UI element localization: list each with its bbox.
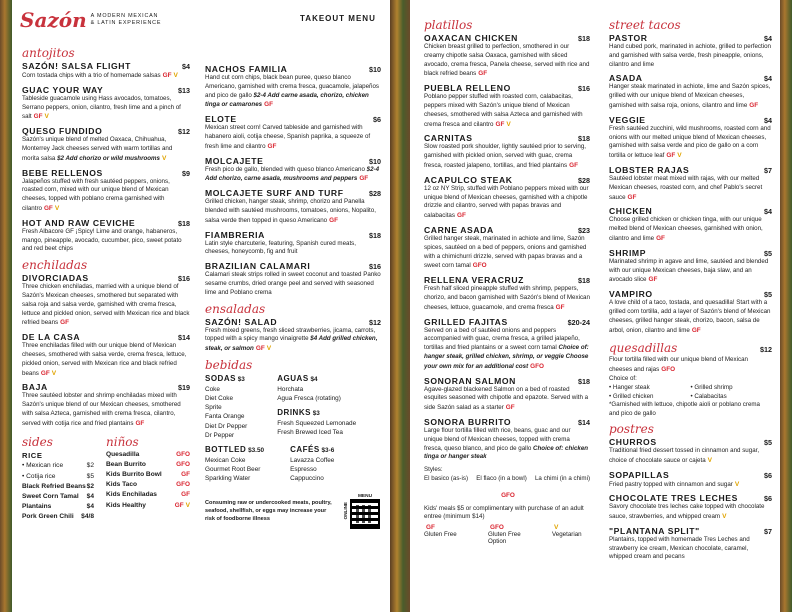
- diet-tag: GFO: [490, 524, 504, 532]
- menu-item: [205, 230, 381, 258]
- diet-tag: GF: [174, 501, 184, 509]
- section-heading-antojitos: antojitos: [22, 46, 75, 60]
- list-item: Mexican Coke: [205, 456, 246, 464]
- item-name: MOLCAJETE: [205, 155, 264, 166]
- diet-tag: GF: [33, 113, 43, 121]
- diet-tag: V: [734, 480, 740, 488]
- item-price: $4: [764, 207, 772, 217]
- item-name: BRAZILIAN CALAMARI: [205, 261, 311, 272]
- list-item: • Calabacitas: [690, 392, 727, 400]
- item-name: NACHOS FAMILIA: [205, 64, 288, 74]
- item-addon: $4 Add grilled chicken, steak, or salmon: [205, 335, 378, 353]
- column-antojitos: [22, 44, 190, 523]
- decor-left-edge: [0, 0, 12, 612]
- item-name: QUESO FUNDIDO: [22, 126, 103, 137]
- diet-tag: V: [44, 113, 49, 121]
- quesadilla-description: Flour tortilla filled with our unique blend of Mexican cheeses and rajas GFO: [609, 356, 748, 374]
- list-item: Diet Dr Pepper: [205, 422, 248, 430]
- item-price: $4: [764, 74, 772, 84]
- diet-tag: GF: [691, 326, 701, 334]
- quesadilla-choice-label: Choice of:: [609, 374, 637, 382]
- list-item: Lavazza Coffee: [290, 456, 335, 464]
- item-name: GRILLED FAJITAS: [424, 316, 508, 327]
- item-price: $4: [182, 62, 190, 71]
- list-item: • Mexican rice $2: [22, 462, 94, 470]
- item-addon: Choice of: hanger steak, grilled chicken, shrimp, or veggie Choose your own mix for an additional cost: [424, 344, 589, 370]
- item-name: HOT AND RAW CEVICHE: [22, 217, 136, 228]
- list-item: Kids Enchiladas GF: [106, 491, 190, 499]
- list-item: Plantains $4: [22, 503, 94, 511]
- drink-group-aguas: AGUAS $4 Horchata Agua Fresca (rotating): [277, 373, 356, 403]
- list-item: • Grilled chicken: [609, 392, 654, 400]
- drink-group-cafes: CAFÉS $3-6 Lavazza Coffee Espresso Cappuccino: [290, 445, 335, 483]
- logo-tagline: A MODERN MEXICAN & LATIN EXPERIENCE: [90, 13, 162, 26]
- drink-group-bottled: BOTTLED $3.50 Mexican Coke Gourmet Root Beer Sparkling Water: [205, 445, 265, 483]
- item-price: $18: [578, 376, 590, 386]
- section-heading-postres: postres: [609, 421, 654, 436]
- diet-tag: GF: [478, 70, 488, 78]
- diet-tag: GF: [255, 345, 265, 353]
- diet-tag: GF: [43, 204, 53, 212]
- item-description: Fresh sautéed zucchini, wild mushrooms, roasted corn and onions with our melted unique blend of Mexican cheeses, garnished with salsa verde and pico de gallo on a corn tortilla or lettuce leaf GF V: [609, 124, 771, 160]
- item-price: $18: [578, 134, 590, 144]
- menu-item: [424, 83, 590, 129]
- menu-item: [22, 273, 190, 328]
- qr-label: MENU: [357, 493, 373, 499]
- list-item: Fanta Orange: [205, 413, 245, 421]
- diet-tag: GFO: [176, 460, 190, 468]
- section-heading-sides: sides: [22, 434, 53, 449]
- item-name: MOLCAJETE SURF AND TURF: [205, 188, 344, 199]
- item-name: CHOCOLATE TRES LECHES: [609, 493, 738, 504]
- logo-wordmark: Sazón: [20, 8, 87, 32]
- list-item: Cappuccino: [290, 475, 324, 483]
- item-description: 12 oz NY Strip, stuffed with Poblano peppers mixed with our unique blend of Mexican cheeses, garnished with a chipotle drizzle and cilantro, served with papas bravas and calabacitas GF: [424, 184, 589, 220]
- list-item: El flaco (in a bowl): [476, 474, 527, 482]
- list-item: Kids Taco GFO: [106, 481, 190, 489]
- diet-tag: V: [506, 120, 511, 128]
- legend-entry: V Vegetarian: [552, 524, 582, 539]
- diet-tag: V: [51, 369, 57, 377]
- item-name: GUAC YOUR WAY: [22, 84, 104, 95]
- quesadilla-note: *Garnished with lettuce, chipotle aioli or poblano crema and pico de gallo: [609, 401, 760, 418]
- item-description: Marinated shrimp in agave and lime, sautéed and blended with our unique Mexican cheeses, baja slaw, and an avocado slice GF: [609, 257, 769, 284]
- diet-tag: GF: [495, 120, 505, 128]
- item-name: CARNITAS: [424, 133, 473, 144]
- item-addon: Choice of: chicken tinga or hanger steak: [424, 444, 589, 461]
- diet-tag: GF: [264, 101, 273, 109]
- item-description: Three enchiladas filled with our unique blend of Mexican cheeses, smothered with salsa verde, crema fresca, lettuce, pickled onion, served with Mexican rice and black refried beans GF V: [22, 342, 187, 377]
- item-name: "PLANTANA SPLIT": [609, 525, 700, 536]
- item-price: $4: [764, 115, 772, 125]
- item-name: RELLENA VERACRUZ: [424, 275, 524, 286]
- legend-entry: GF Gluten Free: [424, 524, 457, 539]
- item-description: Tableside guacamole using Hass avocados, tomatoes, Serrano peppers, onion, cilantro, fresh lime and a pinch of salt GF V: [22, 94, 181, 121]
- drink-group-sodas: SODAS $3 Coke Diet Coke Sprite Fanta Orange Diet Dr Pepper Dr Pepper: [205, 373, 248, 439]
- menu-item: [424, 175, 590, 221]
- menu-item: [22, 85, 190, 122]
- item-description: Hand cubed pork, marinated in achiote, grilled to perfection and garnished with salsa verde, fresh pineapple, onions, cilantro and lime: [609, 43, 772, 68]
- item-name: ASADA: [609, 73, 643, 84]
- item-price: $6: [373, 115, 381, 125]
- item-price: $10: [369, 65, 381, 74]
- item-description: Fresh pico de gallo, blended with queso blanco Americano $2-4 Add chorizo, carne asada, mushrooms and peppers GF: [205, 165, 380, 183]
- item-name: CARNE ASADA: [424, 224, 494, 235]
- item-price: $18: [369, 230, 381, 240]
- item-description: Savory chocolate tres leches cake topped with chocolate sauce, strawberries, and whipped cream V: [609, 503, 765, 521]
- item-description: Mexican street corn! Carved tableside and garnished with habanero aioli, cotija cheese, Spanish paprika, a squeeze of fresh lime and cilantro GF: [205, 124, 371, 150]
- diet-tag: V: [266, 345, 272, 353]
- item-price: $12: [369, 317, 381, 327]
- item-description: Grilled hanger steak, marinated in achiote and lime, Sazón spices, sautéed on a bed of peppers, onions and garnished with a chimichurri drizzle, served with papas bravas and a sweet corn tamal GFO: [424, 234, 587, 270]
- item-price: $9: [182, 168, 190, 178]
- item-name: DE LA CASA: [22, 332, 81, 343]
- menu-item: [22, 218, 190, 254]
- item-addon: $2-4 Add chorizo, carne asada, mushrooms and peppers: [205, 165, 380, 183]
- item-price: $14: [578, 417, 590, 427]
- item-price: $6: [764, 470, 772, 480]
- menu-item: [424, 317, 590, 372]
- diet-tag: GF: [162, 72, 172, 79]
- menu-item: [609, 289, 772, 335]
- item-name: CHICKEN: [609, 206, 653, 217]
- item-price: $5: [764, 290, 772, 300]
- column-tacos: [609, 16, 772, 566]
- item-name: BEBE RELLENOS: [22, 167, 103, 178]
- item-description: Three sautéed lobster and shrimp enchiladas mixed with Sazón's unique blend of our Mexican cheeses, smothered with salsa Azteca, garnished with crema fresca, cilantro, served with cotija rice and fried plantains GF: [22, 392, 181, 427]
- list-item: La chimi (in a chimi): [534, 474, 590, 482]
- diet-tag: GF: [656, 234, 665, 242]
- item-description: Choose grilled chicken or chicken tinga, with our unique melted blend of Mexican cheeses, garnished with onion, cilantro and lime GF: [609, 216, 763, 242]
- item-price: $5: [764, 437, 772, 447]
- list-item: Dr Pepper: [205, 431, 235, 439]
- section-heading-platillos: platillos: [424, 18, 473, 32]
- diet-tag: GF: [40, 369, 50, 377]
- diet-tag: V: [161, 154, 167, 162]
- item-name: PASTOR: [609, 33, 648, 43]
- item-description: Chicken breast grilled to perfection, smothered in our creamy chipotle salsa Oaxaca, garnished with sliced avocado, crema fresca, Panela cheese, served with rice and black refried beans GF: [424, 43, 590, 78]
- menu-item: [609, 437, 772, 466]
- item-description: Fried pastry topped with cinnamon and sugar V: [609, 480, 740, 488]
- diet-tag: V: [185, 501, 190, 509]
- item-price: $5: [764, 248, 772, 258]
- item-addon: $2 Add chorizo or wild mushrooms: [57, 154, 160, 162]
- list-item: Quesadilla GFO: [106, 450, 190, 458]
- item-description: Slow roasted pork shoulder, lightly sautéed prior to serving, garnished with pickled onion, served with guac, crema fresca, roasted jalapeno, tortillas, and fried plantains GF: [424, 143, 586, 169]
- list-item: Coke: [205, 385, 220, 393]
- section-heading-ensaladas: ensaladas: [205, 301, 266, 316]
- item-name: FIAMBRERIA: [205, 229, 265, 240]
- item-price: $16: [178, 274, 190, 284]
- item-price: $12: [178, 127, 190, 137]
- diet-tag: V: [173, 72, 178, 79]
- diet-tag: GF: [267, 142, 277, 150]
- diet-tag: GFO: [176, 481, 190, 489]
- section-heading-bebidas: bebidas: [205, 357, 253, 372]
- list-item: Fresh Brewed Iced Tea: [277, 428, 343, 436]
- column-appetizers: [205, 64, 381, 529]
- menu-item: [609, 526, 772, 562]
- diet-tag: GFO: [472, 262, 487, 270]
- diet-tag: GF: [60, 319, 69, 327]
- styles-list: [424, 475, 590, 484]
- diet-tag: V: [554, 524, 559, 532]
- diet-tag: GFO: [501, 491, 515, 499]
- item-description: Jalapeños stuffed with fresh sautéed peppers, onions, roasted corn, mixed with our unique blend of Mexican cheeses, topped with poblano crema garnished with cilantro GF V: [22, 177, 170, 212]
- item-description: Calamari steak strips rolled in sweet coconut and toasted Panko sesame crumbs, dried orange peel and served with seasoned lime and Poblano crema: [205, 271, 381, 296]
- list-item: • Cotija rice $5: [22, 472, 94, 480]
- menu-item: [22, 332, 190, 378]
- item-name: VAMPIRO: [609, 289, 653, 300]
- list-item: Bean Burrito GFO: [106, 460, 190, 468]
- item-description: Latin style charcuterie, featuring, Spanish cured meats, cheeses, honeycomb, fig and fruit: [205, 239, 356, 256]
- diet-tag: GF: [181, 491, 190, 499]
- kids-meal-note: Kids' meals $5 or complimentary with purchase of an adult entree (minimum $14): [424, 504, 584, 521]
- item-description: Poblano pepper stuffed with roasted corn, calabacitas, peppers mixed with Sazón's unique blend of Mexican cheeses, smothered with salsa Azteca and garnished with crema fresca and cilantro GF V: [424, 93, 583, 128]
- list-item: El basico (as-is): [424, 474, 469, 482]
- list-item: Diet Coke: [205, 394, 234, 402]
- diet-tag: GF: [359, 175, 369, 183]
- menu-item: [609, 206, 772, 243]
- item-price: $14: [178, 333, 190, 343]
- menu-item: [424, 275, 590, 312]
- menu-item: [609, 73, 772, 110]
- diet-tag: GF: [749, 101, 759, 109]
- list-item: Sprite: [205, 404, 222, 412]
- item-name: DIVORCIADAS: [22, 273, 89, 284]
- item-price: $10: [369, 156, 381, 166]
- item-name: OAXACAN CHICKEN: [424, 33, 518, 43]
- diet-tag: GF: [181, 470, 190, 478]
- list-item: Agua Fresca (rotating): [277, 394, 341, 402]
- item-description: A love child of a taco, tostada, and quesadilla! Start with a grilled corn tortilla, add a layer of Sazón's blend of Mexican cheeses, grilled hanger steak, chorizo, bacon, salsa de arbol, onion, cilantro and lime GF: [609, 299, 771, 334]
- item-description: Traditional fried dessert tossed in cinnamon and sugar, choice of chocolate sauce or cajeta V: [609, 446, 760, 464]
- list-item: Kids Healthy GF V: [106, 501, 190, 509]
- item-price: $28: [369, 189, 381, 199]
- menu-item: [424, 417, 590, 462]
- item-name: CHURROS: [609, 436, 657, 447]
- item-price: $28: [578, 175, 590, 185]
- item-description: Sazón's unique blend of melted Oaxaca, Chihuahua, Monterrey Jack cheeses served with warm tortillas and morita salsa $2 Add chorizo or wild mushrooms V: [22, 136, 173, 162]
- sides-list: [22, 450, 94, 523]
- diet-tag: V: [54, 204, 60, 212]
- qr-code-icon[interactable]: [350, 499, 380, 529]
- qr-side-label: ONLINE: [343, 502, 348, 520]
- menu-item: [205, 317, 381, 354]
- item-description: Hanger steak marinated in achiote, lime and Sazón spices, grilled with our unique blend of Mexican cheeses, garnished with salsa roja, onions, cilantro and lime GF: [609, 83, 771, 109]
- item-price: $13: [178, 85, 190, 95]
- diet-tag: GF: [555, 303, 565, 311]
- quesadilla-options: [609, 384, 772, 402]
- item-name: PUEBLA RELLENO: [424, 83, 511, 94]
- menu-item: [205, 261, 381, 297]
- item-name: VEGGIE: [609, 114, 646, 125]
- item-description: Corn tostada chips with a trio of homemade salsas GF V: [22, 72, 178, 79]
- menu-item: [424, 376, 590, 413]
- diet-tag: GFO: [661, 366, 676, 374]
- item-description: Grilled chicken, hanger steak, shrimp, chorizo and Panella blended with sautéed mushrooms, tomatoes, onions, Nopalito, salsa verde then topped in queso Americano GF: [205, 198, 376, 224]
- item-name: SHRIMP: [609, 247, 647, 258]
- list-item: Sparkling Water: [205, 475, 251, 483]
- item-description: Fresh mixed greens, fresh sliced strawberries, jicama, carrots, topped with a spicy mango vinaigrette $4 Add grilled chicken, steak, or salmon GF V: [205, 326, 378, 353]
- section-heading-street-tacos: street tacos: [609, 18, 681, 32]
- list-item: Horchata: [277, 385, 304, 393]
- item-description: Sautéed lobster meat mixed with rajas, with our melted Mexican cheeses, roasted corn, and chef Pablo's secret sauce GF: [609, 174, 763, 201]
- item-price: $23: [578, 225, 590, 235]
- item-name: LOBSTER RAJAS: [609, 164, 690, 175]
- rice-heading: RICE: [22, 450, 43, 460]
- item-price: $16: [369, 262, 381, 272]
- diet-tag: GF: [505, 404, 515, 412]
- item-price: $18: [178, 218, 190, 228]
- diet-tag: GF: [426, 524, 435, 532]
- diet-tag: V: [707, 456, 713, 464]
- menu-item: [22, 61, 190, 81]
- list-item: • Hanger steak: [609, 383, 650, 391]
- list-item: • Grilled shrimp: [690, 383, 733, 391]
- item-description: Plantains, topped with homemade Tres Leches and strawberry ice cream, Mexican chocolate, caramel, whipped cream and pecans: [609, 535, 750, 561]
- list-item: Gourmet Root Beer: [205, 466, 261, 474]
- diet-tag: V: [677, 152, 682, 160]
- section-heading-quesadillas: quesadillas: [609, 341, 678, 356]
- list-item: Pork Green Chili $4/8: [22, 513, 94, 521]
- item-name: SAZÓN! SALSA FLIGHT: [22, 61, 131, 71]
- item-name: BAJA: [22, 382, 48, 393]
- item-description: Three chicken enchiladas, married with a unique blend of Sazón's Mexican cheeses, smothered but separated with salsa roja and salsa verde, garnished with crema fresca, lettuce and pickled onion, served with Mexican rice and black refried beans GF: [22, 283, 190, 327]
- list-item: Espresso: [290, 466, 317, 474]
- diet-tag: V: [722, 513, 727, 521]
- item-price: $7: [764, 165, 772, 175]
- diet-tag: GF: [329, 216, 338, 224]
- menu-item: [205, 114, 381, 151]
- logo: [20, 8, 161, 32]
- menu-item: [205, 188, 381, 225]
- styles-label: Styles:: [424, 466, 443, 474]
- list-item: Black Refried Beans $2: [22, 482, 94, 490]
- menu-item: [609, 115, 772, 161]
- item-name: ELOTE: [205, 114, 237, 125]
- quesadilla-price: $12: [760, 345, 772, 355]
- item-addon: $2-4 Add carne asada, chorizo, chicken tinga or camarones: [205, 91, 369, 109]
- item-name: SONORA BURRITO: [424, 416, 512, 427]
- item-description: Served on a bed of sautéed onions and peppers accompanied with guac, crema fresca, a grilled jalapeño, tortillas and fried plantains or a sweet corn tamal Choice of: hanger steak, grilled chicken, shrimp, or veggie Choose your own mix for an additional cost GFO: [424, 326, 589, 370]
- diet-tag: GF: [135, 419, 145, 427]
- item-name: ACAPULCO STEAK: [424, 174, 513, 185]
- menu-item: [205, 64, 381, 110]
- item-description: Fresh Albacore GF ¡Spicy! Lime and orange, habaneros, mango, pineapple, avocado, cucumber, pico, sweet potato and red beet chips: [22, 227, 182, 253]
- item-name: SAZÓN! SALAD: [205, 316, 278, 327]
- list-item: Fresh Squeezed Lemonade: [277, 419, 357, 427]
- list-item: Sweet Corn Tamal $4: [22, 492, 94, 500]
- item-description: Fresh half sliced pineapple stuffed with shrimp, peppers, chorizo, and bacon garnished with Sazón's blend of Mexican cheeses, lettuce, guacamole, and crema fresca GF: [424, 285, 590, 311]
- decor-right-edge: [780, 0, 792, 612]
- item-price: $16: [578, 84, 590, 94]
- item-name: SOPAPILLAS: [609, 469, 670, 480]
- menu-item: [424, 133, 590, 170]
- diet-tag: GF: [648, 276, 658, 284]
- diet-tag: GF: [456, 212, 466, 220]
- menu-item: [609, 470, 772, 490]
- legend-entry: GFO Gluten Free Option: [488, 524, 521, 546]
- diet-tag: GF: [627, 193, 637, 201]
- item-price: $4: [764, 34, 772, 43]
- diet-tag: GFO: [530, 362, 545, 370]
- item-price: $18: [578, 276, 590, 286]
- item-price: $18: [578, 34, 590, 43]
- diet-tag: GF: [569, 161, 578, 169]
- menu-item: [609, 33, 772, 69]
- drink-group-drinks: DRINKS $3 Fresh Squeezed Lemonade Fresh Brewed Iced Tea: [277, 408, 357, 436]
- item-price: $6: [764, 494, 772, 504]
- menu-item: [609, 248, 772, 285]
- menu-item: [22, 168, 190, 214]
- food-safety-note: Consuming raw or undercooked meats, poultry, seafood, shellfish, or eggs may increase your risk of foodborne illness: [205, 499, 332, 523]
- menu-item: [22, 126, 190, 163]
- section-heading-ninos: niños: [106, 434, 139, 449]
- section-heading-enchiladas: enchiladas: [22, 258, 88, 273]
- kids-list: [106, 450, 190, 511]
- decor-center-fold: [390, 0, 410, 612]
- menu-item: [424, 225, 590, 271]
- list-item: Kids Burrito Bowl GF: [106, 470, 190, 478]
- item-name: SONORAN SALMON: [424, 375, 516, 386]
- column-platillos: [424, 16, 590, 545]
- menu-item: [22, 382, 190, 428]
- item-price: $19: [178, 383, 190, 393]
- menu-item: [609, 165, 772, 202]
- item-price: $7: [764, 526, 772, 536]
- page-title: TAKEOUT MENU: [300, 14, 376, 23]
- diet-tag: GF: [666, 152, 676, 160]
- item-description: Large flour tortilla filled with rice, beans, guac and our unique blend of Mexican cheeses, topped with crema fresca, queso blanco, and pico de gallo Choice of: chicken tinga or hanger steak: [424, 426, 589, 461]
- diet-tag: GFO: [176, 450, 190, 458]
- menu-item: [609, 493, 772, 522]
- item-description: Hand cut corn chips, black bean puree, queso blanco Americano, garnished with crema fresca, guacamole, jalapeños and pico de gallo $2-4 Add carne asada, chorizo, chicken tinga or camarones GF: [205, 74, 380, 109]
- item-description: Agave-glazed blackened Salmon on a bed of roasted esquites seasoned with chipotle and epazote. Served with a side Sazón salad as a starter GF: [424, 385, 589, 412]
- diet-legend: [424, 524, 590, 545]
- menu-item: [205, 156, 381, 185]
- item-price: $20-24: [567, 317, 590, 327]
- menu-item: [424, 33, 590, 79]
